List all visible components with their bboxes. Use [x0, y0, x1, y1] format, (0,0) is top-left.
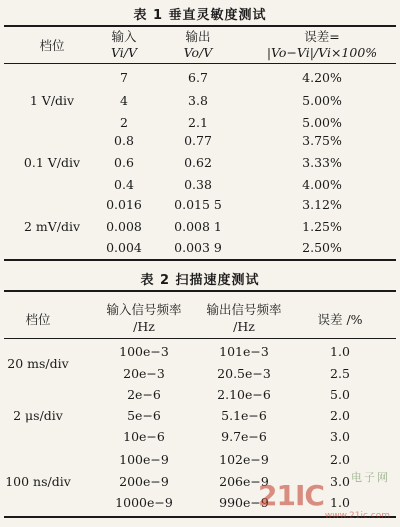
watermark-url: www.21ic.com — [324, 511, 390, 521]
table1-header-output: 输出 — [185, 29, 211, 44]
table2-cell-input: 5e−6 — [127, 408, 161, 423]
table1-cell-output: 0.77 — [184, 133, 212, 148]
table2-caption: 表 2 扫描速度测试 — [140, 273, 260, 288]
table2-cell-output: 206e−9 — [219, 474, 269, 489]
table2-cell-error: 2.0 — [330, 452, 350, 467]
table2-top-rule — [4, 290, 396, 292]
table1-cell-error: 4.20% — [302, 70, 342, 85]
table1-header-rule — [4, 63, 396, 64]
table2-cell-output: 5.1e−6 — [221, 408, 267, 423]
table1-cell-error: 3.75% — [302, 133, 342, 148]
table1-top-rule — [4, 25, 396, 27]
table1-cell-input: 7 — [120, 70, 128, 85]
table1-cell-input: 0.6 — [114, 155, 134, 170]
table2-cell-error: 3.0 — [330, 474, 350, 489]
table1-header-input-unit: Vi/V — [110, 45, 138, 60]
table2-cell-output: 990e−9 — [219, 495, 269, 510]
table1-cell-output: 0.003 9 — [174, 240, 222, 255]
table1-setting: 2 mV/div — [23, 219, 81, 234]
table1-cell-input: 2 — [120, 115, 128, 130]
table1-cell-error: 1.25% — [302, 219, 342, 234]
table1-setting: 0.1 V/div — [23, 155, 81, 170]
table1-cell-output: 0.38 — [184, 177, 212, 192]
table2-header-rule — [4, 338, 396, 339]
table1-cell-error: 2.50% — [302, 240, 342, 255]
table2-cell-output: 20.5e−3 — [217, 366, 271, 381]
table2-cell-error: 5.0 — [330, 387, 350, 402]
table1-header-setting: 档位 — [39, 38, 65, 53]
table1-cell-output: 0.015 5 — [174, 197, 222, 212]
table1-cell-error: 5.00% — [302, 93, 342, 108]
table1-cell-output: 3.8 — [188, 93, 208, 108]
table2-header-output-freq: 输出信号频率 — [206, 302, 282, 317]
table2-cell-input: 20e−3 — [123, 366, 165, 381]
table2-cell-error: 1.0 — [330, 344, 350, 359]
table1-cell-input: 0.8 — [114, 133, 134, 148]
table2-cell-output: 101e−3 — [219, 344, 269, 359]
table2-header-input-unit: /Hz — [133, 319, 155, 334]
table2-cell-input: 100e−3 — [119, 344, 169, 359]
table2-cell-error: 2.0 — [330, 408, 350, 423]
table2-cell-input: 100e−9 — [119, 452, 169, 467]
table2-cell-error: 3.0 — [330, 429, 350, 444]
table1-cell-input: 0.004 — [106, 240, 142, 255]
table2-cell-input: 1000e−9 — [115, 495, 173, 510]
table1-cell-input: 0.016 — [106, 197, 142, 212]
table2-setting: 20 ms/div — [7, 356, 69, 371]
watermark-top-text: 电子网 — [351, 471, 390, 484]
table1-cell-output: 6.7 — [188, 70, 208, 85]
table1-cell-input: 4 — [120, 93, 128, 108]
table1-header-input: 输入 — [111, 29, 137, 44]
table2-cell-output: 9.7e−6 — [221, 429, 267, 444]
table1-cell-input: 0.008 — [106, 219, 142, 234]
table1-cell-error: 3.33% — [302, 155, 342, 170]
table1-cell-error: 3.12% — [302, 197, 342, 212]
table2-setting: 100 ns/div — [5, 474, 71, 489]
table2-cell-output: 102e−9 — [219, 452, 269, 467]
watermark-logo-text: 21IC — [258, 479, 324, 512]
table1-cell-output: 0.62 — [184, 155, 212, 170]
table1-cell-error: 4.00% — [302, 177, 342, 192]
watermark-logo — [254, 471, 394, 523]
table1-cell-error: 5.00% — [302, 115, 342, 130]
table2-cell-error: 1.0 — [330, 495, 350, 510]
table1-cell-output: 2.1 — [188, 115, 208, 130]
table1-cell-input: 0.4 — [114, 177, 134, 192]
table2-cell-input: 200e−9 — [119, 474, 169, 489]
table1-header-error: 误差= — [304, 29, 340, 44]
table1-header-error-formula: |Vo−Vi|/Vi×100% — [266, 45, 378, 60]
table1-setting: 1 V/div — [29, 93, 75, 108]
table2-header-error: 误差 /% — [317, 312, 363, 327]
table1-cell-output: 0.008 1 — [174, 219, 222, 234]
table2-setting: 2 μs/div — [13, 408, 63, 423]
table2-header-input-freq: 输入信号频率 — [106, 302, 182, 317]
table2-cell-input: 10e−6 — [123, 429, 165, 444]
table1-bottom-rule — [4, 259, 396, 261]
table2-header-output-unit: /Hz — [233, 319, 255, 334]
table1-caption: 表 1 垂直灵敏度测试 — [133, 8, 267, 23]
table2-cell-output: 2.10e−6 — [217, 387, 271, 402]
table1-header-output-unit: Vo/V — [183, 45, 213, 60]
table2-cell-input: 2e−6 — [127, 387, 161, 402]
table2-header-setting: 档位 — [25, 312, 51, 327]
table2-cell-error: 2.5 — [330, 366, 350, 381]
